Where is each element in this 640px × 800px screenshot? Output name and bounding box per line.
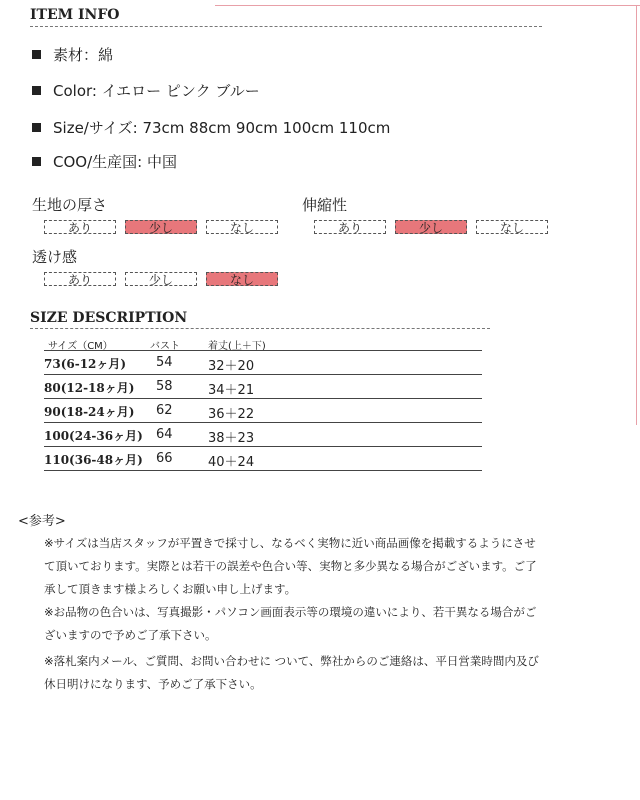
stretch-label: 伸縮性 [302,196,348,214]
note-paragraph-contact: ※落札案内メール、ご質問、お問い合わせに ついて、弊社からのご連絡は、平日営業時間内及び休日明けになります、予めご了承下さい。 [44,654,539,691]
sheer-option-ari: あり [44,272,116,286]
bullet-material: 素材：綿 [32,44,113,65]
table-row: 100(24-36ヶ月) 64 38＋23 [44,424,482,447]
stretch-option-nashi: なし [476,220,548,234]
thickness-option-sukoshi: 少し [125,220,197,234]
size-header-bust: バスト [150,341,180,352]
thickness-label: 生地の厚さ [32,196,108,214]
table-row: 90(18-24ヶ月) 62 36＋22 [44,400,482,423]
decorative-red-line-top [215,5,640,6]
stretch-option-ari: あり [314,220,386,234]
thickness-option-nashi: なし [206,220,278,234]
table-row: 73(6-12ヶ月) 54 32＋20 [44,352,482,375]
notes-heading: <参考> [18,514,66,529]
square-bullet-icon [32,86,41,95]
size-description-divider [30,328,490,329]
size-header-underline [44,350,482,351]
bullet-color: Color: イエロー ピンク ブルー [32,80,260,101]
size-header-size: サイズ（CM） [48,341,113,352]
bullet-coo: COO/生産国: 中国 [32,151,177,172]
item-info-title: ITEM INFO [30,7,120,23]
thickness-option-ari: あり [44,220,116,234]
size-description-title: SIZE DESCRIPTION [30,310,188,326]
note-paragraph-size: ※サイズは当店スタッフが平置きで採寸し、なるべく実物に近い商品画像を掲載するようにさせて頂いております。実際とは若干の誤差や色合い等、実物と多少異なる場合がございます。ご了承して頂きます様よろしくお願い申し上げます。 [44,536,537,596]
square-bullet-icon [32,157,41,166]
square-bullet-icon [32,123,41,132]
sheer-label: 透け感 [32,248,78,266]
table-row: 80(12-18ヶ月) 58 34＋21 [44,376,482,399]
decorative-red-line-right [636,5,637,425]
note-paragraph-color: ※お品物の色合いは、写真撮影・パソコン画面表示等の環境の違いにより、若干異なる場合がございますので予めご了承下さい。 [44,605,537,642]
square-bullet-icon [32,50,41,59]
bullet-size: Size/サイズ: 73cm 88cm 90cm 100cm 110cm [32,117,390,138]
sheer-option-sukoshi: 少し [125,272,197,286]
size-header-length: 着丈(上＋下) [208,341,266,352]
table-row: 110(36-48ヶ月) 66 40＋24 [44,448,482,471]
item-info-divider [30,26,542,27]
stretch-option-sukoshi: 少し [395,220,467,234]
sheer-option-nashi: なし [206,272,278,286]
